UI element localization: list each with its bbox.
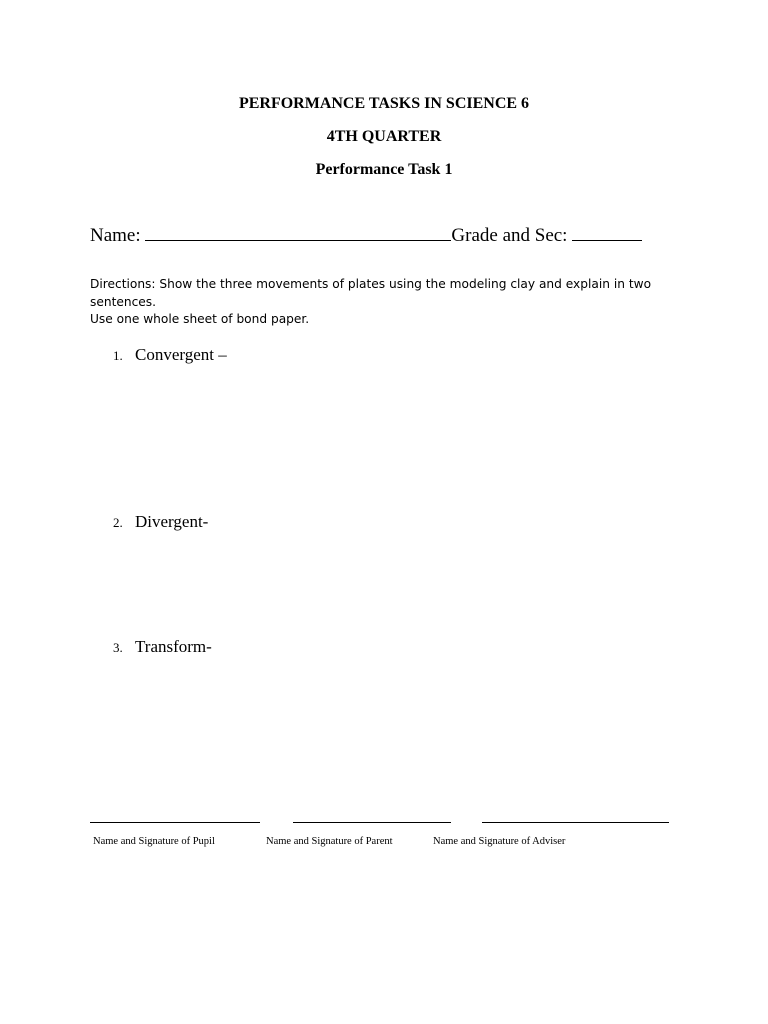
- item-label: Convergent –: [135, 345, 227, 364]
- item-number: 2.: [113, 515, 123, 530]
- adviser-signature-label: Name and Signature of Adviser: [433, 836, 566, 847]
- list-item-convergent: [113, 345, 227, 366]
- grade-blank-line[interactable]: [572, 223, 642, 241]
- item-label: Transform-: [135, 637, 212, 656]
- parent-signature-label: Name and Signature of Parent: [266, 836, 393, 847]
- item-number: 3.: [113, 640, 123, 655]
- parent-signature-line[interactable]: [293, 822, 451, 823]
- adviser-signature-line[interactable]: [482, 822, 669, 823]
- name-blank-line[interactable]: [145, 223, 451, 241]
- item-label: Divergent-: [135, 512, 209, 531]
- directions-line-1: Directions: Show the three movements of plates using the modeling clay and explain in two sentences.: [90, 277, 652, 309]
- name-grade-row: [90, 223, 642, 247]
- pupil-signature-label: Name and Signature of Pupil: [93, 836, 215, 847]
- directions-text: [90, 276, 690, 329]
- directions-line-2: Use one whole sheet of bond paper.: [90, 312, 310, 326]
- list-item-transform: [113, 637, 212, 658]
- item-number: 1.: [113, 348, 123, 363]
- pupil-signature-line[interactable]: [90, 822, 260, 823]
- list-item-divergent: [113, 512, 208, 533]
- grade-label: Grade and Sec:: [451, 225, 573, 246]
- name-label: Name:: [90, 225, 146, 246]
- quarter-heading: 4TH QUARTER: [326, 128, 442, 145]
- task-heading: Performance Task 1: [315, 161, 453, 178]
- page-title: PERFORMANCE TASKS IN SCIENCE 6: [238, 95, 530, 112]
